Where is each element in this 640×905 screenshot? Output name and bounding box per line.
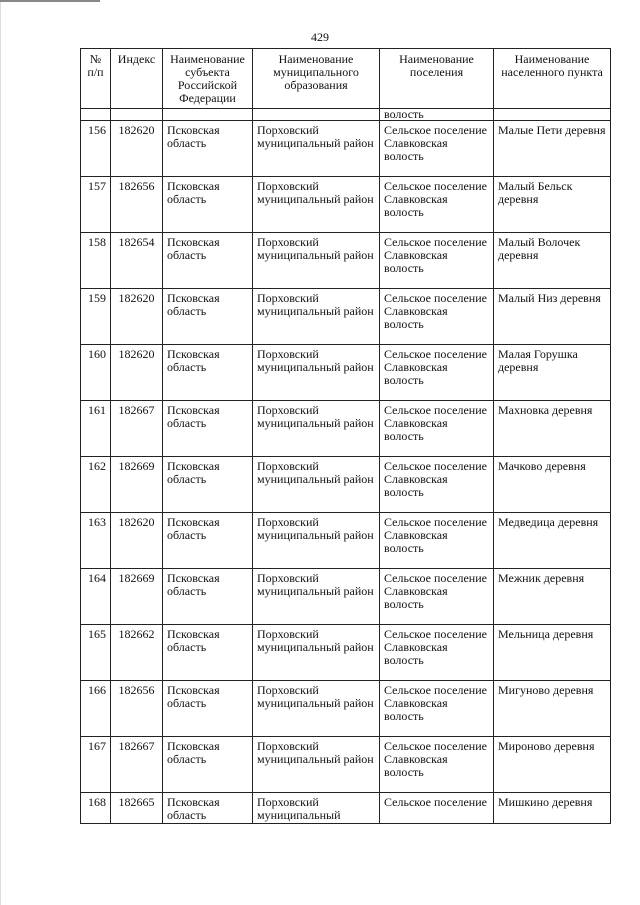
cell-locality: Малые Пети деревня — [494, 121, 611, 177]
cell-subject: Псковская область — [163, 289, 253, 345]
scan-top-edge — [0, 0, 100, 2]
cell-settlement: Сельское поселение Славковская волость — [380, 401, 494, 457]
cell-subject: Псковская область — [163, 233, 253, 289]
cell-settlement: Сельское поселение — [380, 793, 494, 824]
table-row — [81, 401, 611, 457]
cell-num: 166 — [81, 681, 111, 737]
cell-num: 165 — [81, 625, 111, 681]
table-row — [81, 513, 611, 569]
cell-num: 161 — [81, 401, 111, 457]
cell-index: 182620 — [111, 513, 163, 569]
table-row — [81, 681, 611, 737]
cell-num: 162 — [81, 457, 111, 513]
cell-index: 182667 — [111, 737, 163, 793]
cell-locality: Мишкино деревня — [494, 793, 611, 824]
cell-locality: Малый Волочек деревня — [494, 233, 611, 289]
cell-settlement: Сельское поселение Славковская волость — [380, 737, 494, 793]
cell-subject: Псковская область — [163, 457, 253, 513]
cell-index: 182667 — [111, 401, 163, 457]
cell-settlement: Сельское поселение Славковская волость — [380, 625, 494, 681]
cell-locality: Малый Бельск деревня — [494, 177, 611, 233]
table-row — [81, 289, 611, 345]
cell-subject: Псковская область — [163, 513, 253, 569]
cell-subject: Псковская область — [163, 121, 253, 177]
cell-municipality: Порховский муниципальный район — [253, 345, 380, 401]
cell-subject: Псковская область — [163, 793, 253, 824]
cell-index: 182654 — [111, 233, 163, 289]
cell-locality: Малая Горушка деревня — [494, 345, 611, 401]
cell-settlement: Сельское поселение Славковская волость — [380, 177, 494, 233]
header-index: Индекс — [111, 49, 163, 109]
cell-settlement: Сельское поселение Славковская волость — [380, 569, 494, 625]
cell-subject: Псковская область — [163, 737, 253, 793]
cell-num: 157 — [81, 177, 111, 233]
header-subject: Наименование субъекта Российской Федерации — [163, 49, 253, 109]
scan-left-edge — [0, 0, 1, 905]
cell-num: 163 — [81, 513, 111, 569]
header-locality: Наименование населенного пункта — [494, 49, 611, 109]
table-row — [81, 457, 611, 513]
cell-locality: Махновка деревня — [494, 401, 611, 457]
cell-index: 182620 — [111, 289, 163, 345]
localities-table — [80, 48, 611, 824]
table-row — [81, 737, 611, 793]
header-municipality: Наименование муниципального образования — [253, 49, 380, 109]
header-settlement: Наименование поселения — [380, 49, 494, 109]
cell-index: 182620 — [111, 345, 163, 401]
page-number: 429 — [311, 30, 329, 44]
cell-subject: Псковская область — [163, 177, 253, 233]
cell-settlement: волость — [380, 109, 494, 121]
continuation-row — [81, 109, 611, 121]
cell-municipality: Порховский муниципальный район — [253, 513, 380, 569]
header-row — [81, 49, 611, 109]
cell-municipality: Порховский муниципальный район — [253, 569, 380, 625]
cell-settlement: Сельское поселение Славковская волость — [380, 289, 494, 345]
cell-subject: Псковская область — [163, 681, 253, 737]
cell-num: 164 — [81, 569, 111, 625]
cell-subject: Псковская область — [163, 401, 253, 457]
cell-locality: Межник деревня — [494, 569, 611, 625]
cell-num: 160 — [81, 345, 111, 401]
cell-municipality: Порховский муниципальный — [253, 793, 380, 824]
cell-locality: Мачково деревня — [494, 457, 611, 513]
cell-locality: Мироново деревня — [494, 737, 611, 793]
cell-municipality: Порховский муниципальный район — [253, 681, 380, 737]
cell-settlement: Сельское поселение Славковская волость — [380, 121, 494, 177]
cell-num: 159 — [81, 289, 111, 345]
table-row — [81, 233, 611, 289]
cell-locality: Малый Низ деревня — [494, 289, 611, 345]
header-num: № п/п — [81, 49, 111, 109]
table-row — [81, 345, 611, 401]
table-row — [81, 569, 611, 625]
cell-locality: Мельница деревня — [494, 625, 611, 681]
cell-locality: Мигуново деревня — [494, 681, 611, 737]
cell-settlement: Сельское поселение Славковская волость — [380, 233, 494, 289]
cell-municipality: Порховский муниципальный район — [253, 121, 380, 177]
cell-num: 168 — [81, 793, 111, 824]
cell-locality: Медведица деревня — [494, 513, 611, 569]
cell-subject: Псковская область — [163, 569, 253, 625]
cell-num: 158 — [81, 233, 111, 289]
cell-municipality: Порховский муниципальный район — [253, 289, 380, 345]
cell-municipality: Порховский муниципальный район — [253, 177, 380, 233]
cell-num: 156 — [81, 121, 111, 177]
cell-index: 182620 — [111, 121, 163, 177]
cell-index: 182669 — [111, 569, 163, 625]
cell-municipality: Порховский муниципальный район — [253, 737, 380, 793]
cell-settlement: Сельское поселение Славковская волость — [380, 681, 494, 737]
cell-municipality: Порховский муниципальный район — [253, 625, 380, 681]
cell-index: 182662 — [111, 625, 163, 681]
cell-settlement: Сельское поселение Славковская волость — [380, 457, 494, 513]
cell-subject: Псковская область — [163, 345, 253, 401]
cell-index: 182665 — [111, 793, 163, 824]
cell-municipality: Порховский муниципальный район — [253, 401, 380, 457]
table-row — [81, 625, 611, 681]
cell-index: 182669 — [111, 457, 163, 513]
cell-settlement: Сельское поселение Славковская волость — [380, 345, 494, 401]
cell-subject: Псковская область — [163, 625, 253, 681]
table-row — [81, 121, 611, 177]
cell-settlement: Сельское поселение Славковская волость — [380, 513, 494, 569]
cell-index: 182656 — [111, 177, 163, 233]
cell-municipality: Порховский муниципальный район — [253, 233, 380, 289]
cell-num: 167 — [81, 737, 111, 793]
cell-index: 182656 — [111, 681, 163, 737]
table-row — [81, 793, 611, 824]
table-row — [81, 177, 611, 233]
cell-municipality: Порховский муниципальный район — [253, 457, 380, 513]
